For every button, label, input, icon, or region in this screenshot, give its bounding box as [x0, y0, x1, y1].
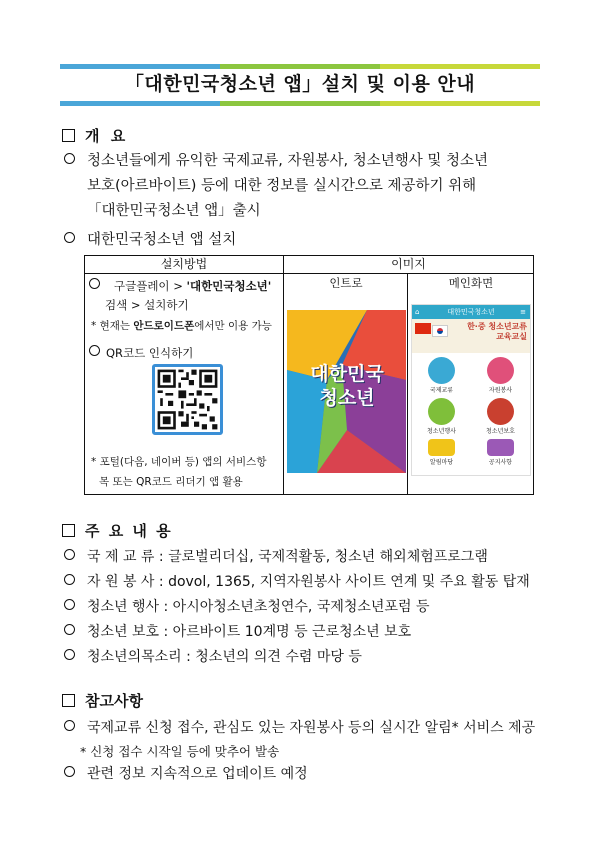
- notes-item-1-footnote: * 신청 접수 시작일 등에 맞추어 발송: [80, 744, 280, 759]
- overview-paragraph-2: 대한민국청소년 앱 설치: [64, 228, 236, 253]
- list-item: 청소년 행사 : 아시아청소년초청연수, 국제청소년포럼 등: [64, 595, 564, 620]
- notes-item-2: 관련 정보 지속적으로 업데이트 예정: [64, 762, 564, 787]
- main-menu-item[interactable]: 공지사항: [471, 439, 530, 466]
- circle-bullet-icon: [64, 649, 75, 660]
- install-step-googleplay: 구글플레이 > '대한민국청소년' 검색 > 설치하기: [89, 278, 284, 313]
- china-flag-icon: [415, 323, 431, 334]
- main-screen-image: [411, 304, 531, 476]
- install-note-portal: * 포털(다음, 네이버 등) 앱의 서비스항 목 또는 QR코드 리더기 앱 활용: [91, 456, 267, 488]
- circle-bullet-icon: [64, 549, 75, 560]
- overview-heading: 개 요: [62, 125, 128, 146]
- circle-bullet-icon: [89, 278, 100, 289]
- circle-bullet-icon: [64, 766, 75, 777]
- title-bar-top: [60, 64, 540, 69]
- list-item: 청소년 보호 : 아르바이트 10계명 등 근로청소년 보호: [64, 620, 564, 645]
- subheader-intro: 인트로: [329, 276, 363, 290]
- main-menu-grid: [412, 353, 530, 470]
- circle-bullet-icon: [64, 232, 75, 243]
- circle-bullet-icon: [64, 624, 75, 635]
- main-contents-heading: 주 요 내 용: [62, 520, 173, 541]
- intro-art-text: 대한민국 청소년: [310, 363, 384, 409]
- overview-paragraph-1: 청소년들에게 유익한 국제교류, 자원봉사, 청소년행사 및 청소년 보호(아르바이트) 등에 대한 정보를 실시간으로 제공하기 위해 「대한민국청소년 앱」출시: [64, 149, 544, 224]
- install-step-qr: QR코드 인식하기: [89, 345, 193, 361]
- circle-bullet-icon: [64, 153, 75, 164]
- subheader-main: 메인화면: [448, 276, 494, 290]
- list-item: 자 원 봉 사 : dovol, 1365, 지역자원봉사 사이트 연계 및 주요 활동 탑재: [64, 570, 564, 595]
- circle-bullet-icon: [89, 345, 100, 356]
- list-item: 청소년의목소리 : 청소년의 의견 수렴 마당 등: [64, 645, 564, 670]
- korea-flag-icon: [432, 325, 448, 337]
- main-menu-item[interactable]: 청소년행사: [412, 398, 471, 435]
- install-note-android: * 현재는 안드로이드폰에서만 이용 가능: [91, 320, 272, 332]
- notes-heading: 참고사항: [62, 690, 143, 711]
- square-bullet-icon: [62, 694, 75, 707]
- main-screen-banner: 한·중 청소년교류 교육교실: [412, 319, 530, 353]
- intro-screen-image: [287, 310, 406, 473]
- square-bullet-icon: [62, 524, 75, 537]
- table-header-method: 설치방법: [160, 257, 208, 271]
- square-bullet-icon: [62, 129, 75, 142]
- title-bar-bottom: [60, 101, 540, 106]
- main-menu-item[interactable]: 청소년보호: [471, 398, 530, 435]
- notes-item-1: 국제교류 신청 접수, 관심도 있는 자원봉사 등의 실시간 알림* 서비스 제공: [64, 716, 564, 741]
- menu-icon: ≡: [520, 308, 526, 316]
- main-screen-header: ⌂ 대한민국청소년 ≡: [412, 305, 530, 319]
- circle-bullet-icon: [64, 599, 75, 610]
- page-title: 「대한민국청소년 앱」설치 및 이용 안내: [124, 73, 476, 95]
- main-menu-item[interactable]: 국제교류: [412, 357, 471, 394]
- home-icon: ⌂: [415, 308, 420, 316]
- list-item: 국 제 교 류 : 글로벌리더십, 국제적활동, 청소년 해외체험프로그램: [64, 545, 564, 570]
- qr-code[interactable]: [152, 364, 223, 435]
- circle-bullet-icon: [64, 574, 75, 585]
- circle-bullet-icon: [64, 720, 75, 731]
- main-contents-list: [64, 545, 564, 670]
- qr-pattern-icon: [155, 367, 220, 432]
- main-menu-item[interactable]: 자원봉사: [471, 357, 530, 394]
- table-header-image: 이미지: [391, 257, 426, 271]
- main-menu-item[interactable]: 알림마당: [412, 439, 471, 466]
